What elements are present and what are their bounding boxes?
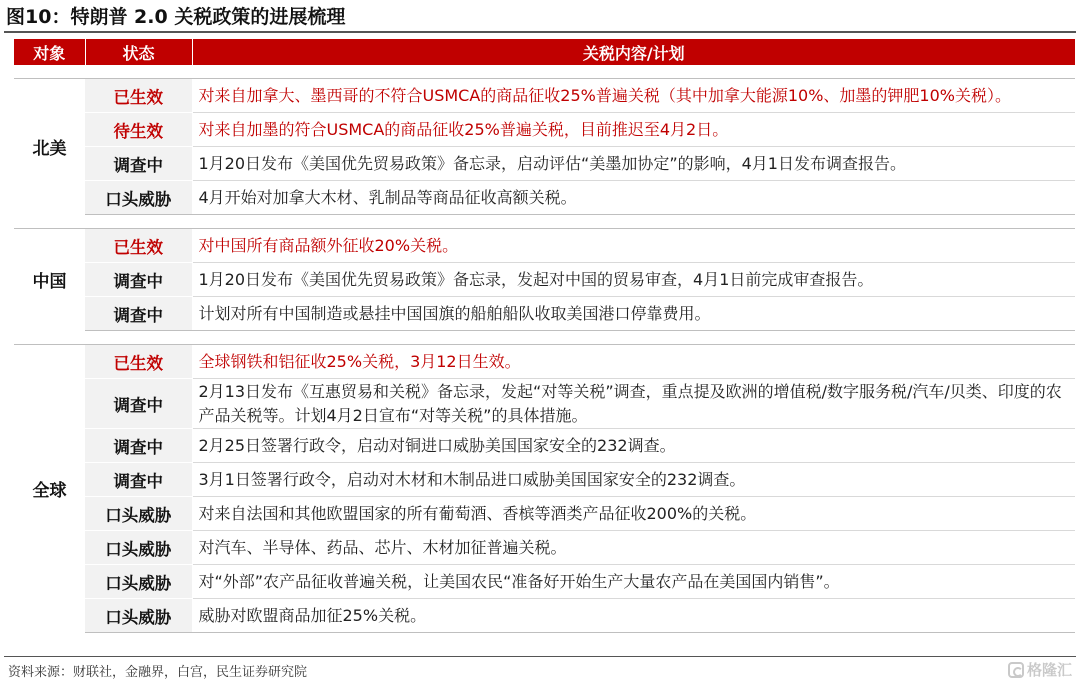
status-cell: 调查中 (85, 263, 192, 297)
table-row (14, 463, 1075, 497)
region-cell-north-america: 北美 (14, 79, 85, 215)
policy-text: 对来自加拿大、墨西哥的不符合USMCA的商品征收25%普遍关税（其中加拿大能源10%、加墨的钾肥10%关税）。 (192, 79, 1075, 113)
status-cell: 已生效 (85, 345, 192, 379)
policy-text: 对“外部”农产品征收普遍关税，让美国农民“准备好开始生产大量农产品在美国国内销售”。 (192, 565, 1075, 599)
table-row (14, 531, 1075, 565)
policy-text: 1月20日发布《美国优先贸易政策》备忘录，发起对中国的贸易审查，4月1日前完成审查报告。 (192, 263, 1075, 297)
table-row (14, 497, 1075, 531)
table-row (14, 379, 1075, 429)
watermark-logo-icon (1008, 662, 1024, 678)
table-row (14, 429, 1075, 463)
policy-text: 3月1日签署行政令，启动对木材和木制品进口威胁美国国家安全的232调查。 (192, 463, 1075, 497)
footer-divider (4, 656, 1076, 657)
table-row (14, 599, 1075, 633)
policy-text: 1月20日发布《美国优先贸易政策》备忘录，启动评估“美墨加协定”的影响，4月1日发布调查报告。 (192, 147, 1075, 181)
status-cell: 调查中 (85, 463, 192, 497)
status-cell: 调查中 (85, 429, 192, 463)
status-cell: 口头威胁 (85, 497, 192, 531)
status-cell: 待生效 (85, 113, 192, 147)
header-status: 状态 (85, 39, 192, 65)
policy-text: 对中国所有商品额外征收20%关税。 (192, 229, 1075, 263)
status-cell: 口头威胁 (85, 565, 192, 599)
table-row (14, 79, 1075, 113)
policy-text: 对来自加墨的符合USMCA的商品征收25%普遍关税，目前推迟至4月2日。 (192, 113, 1075, 147)
policy-text: 2月25日签署行政令，启动对铜进口威胁美国国家安全的232调查。 (192, 429, 1075, 463)
table-row (14, 181, 1075, 215)
tariff-policy-table (14, 39, 1075, 633)
region-cell-china: 中国 (14, 229, 85, 331)
status-cell: 口头威胁 (85, 599, 192, 633)
status-cell: 口头威胁 (85, 181, 192, 215)
table-row (14, 565, 1075, 599)
policy-text: 全球钢铁和铝征收25%关税，3月12日生效。 (192, 345, 1075, 379)
figure-title: 图10：特朗普 2.0 关税政策的进展梳理 (6, 6, 346, 28)
title-divider (4, 31, 1076, 33)
region-cell-global: 全球 (14, 345, 85, 633)
policy-text: 威胁对欧盟商品加征25%关税。 (192, 599, 1075, 633)
status-cell: 已生效 (85, 79, 192, 113)
table-row (14, 263, 1075, 297)
status-cell: 已生效 (85, 229, 192, 263)
table-row (14, 229, 1075, 263)
header-region: 对象 (14, 39, 85, 65)
table-row (14, 147, 1075, 181)
header-content: 关税内容/计划 (192, 39, 1075, 65)
policy-text: 对来自法国和其他欧盟国家的所有葡萄酒、香槟等酒类产品征收200%的关税。 (192, 497, 1075, 531)
table-header-row (14, 39, 1075, 65)
table-row (14, 113, 1075, 147)
status-cell: 调查中 (85, 379, 192, 429)
watermark-text: 格隆汇 (1026, 661, 1072, 679)
status-cell: 调查中 (85, 147, 192, 181)
policy-text: 4月开始对加拿大木材、乳制品等商品征收高额关税。 (192, 181, 1075, 215)
policy-text: 2月13日发布《互惠贸易和关税》备忘录，发起“对等关税”调查，重点提及欧洲的增值税/数字服务税/汽车/贝类、印度的农产品关税等。计划4月2日宣布“对等关税”的具体措施。 (192, 379, 1075, 429)
source-note: 资料来源：财联社，金融界，白宫，民生证券研究院 (8, 665, 308, 680)
status-cell: 调查中 (85, 297, 192, 331)
policy-text: 计划对所有中国制造或悬挂中国国旗的船舶船队收取美国港口停靠费用。 (192, 297, 1075, 331)
table-row (14, 345, 1075, 379)
watermark (1008, 659, 1072, 680)
table-row (14, 297, 1075, 331)
status-cell: 口头威胁 (85, 531, 192, 565)
policy-text: 对汽车、半导体、药品、芯片、木材加征普遍关税。 (192, 531, 1075, 565)
